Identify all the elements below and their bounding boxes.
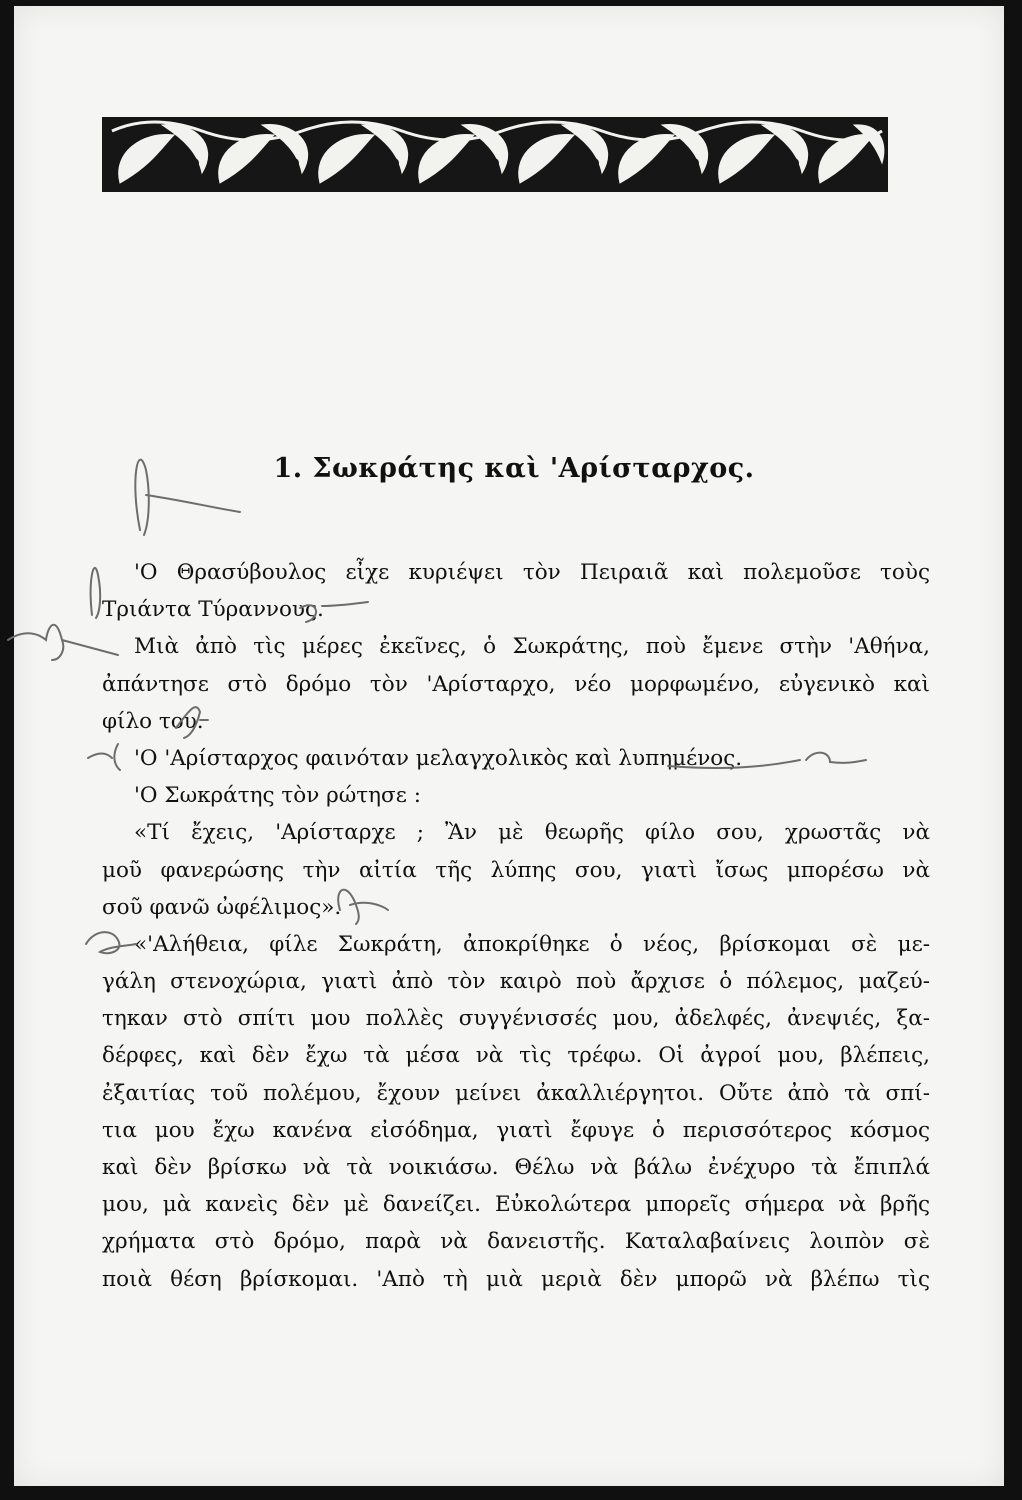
leaf-ornament-banner bbox=[102, 113, 888, 196]
text-line: ποιὰ θέση βρίσκομαι. 'Απὸ τὴ μιὰ μεριὰ δὲν μπορῶ νὰ βλέπω τὶς bbox=[102, 1266, 930, 1292]
text-line: Τριάντα Τύραννους. bbox=[102, 597, 324, 623]
book-page bbox=[14, 6, 1004, 1486]
text-line: μοῦ φανερώσης τὴν αἰτία τῆς λύπης σου, γιατὶ ἴσως μπορέσω νὰ bbox=[102, 857, 930, 883]
text-line: φίλο του. bbox=[102, 708, 204, 734]
text-line: χρήματα στὸ δρόμο, παρὰ νὰ δανειστῆς. Καταλαβαίνεις λοιπὸν σὲ bbox=[102, 1229, 930, 1255]
chapter-heading: 1. Σωκράτης καὶ 'Αρίσταρχος. bbox=[273, 453, 755, 484]
body-text bbox=[102, 554, 930, 1298]
text-line: «'Αλήθεια, φίλε Σωκράτη, ἀποκρίθηκε ὁ νέος, βρίσκομαι σὲ με- bbox=[134, 931, 930, 957]
text-line: καὶ δὲν βρίσκω νὰ τὰ νοικιάσω. Θέλω νὰ βάλω ἐνέχυρο τὰ ἔπιπλά bbox=[102, 1155, 930, 1180]
text-line: 'Ο Σωκράτης τὸν ρώτησε : bbox=[134, 783, 421, 809]
text-line: σοῦ φανῶ ὠφέλιμος». bbox=[102, 894, 342, 920]
text-line: ἀπάντησε στὸ δρόμο τὸν 'Αρίσταρχο, νέο μορφωμένο, εὐγενικὸ καὶ bbox=[102, 671, 930, 697]
text-line: ἐξαιτίας τοῦ πολέμου, ἔχουν μείνει ἀκαλλιέργητοι. Οὔτε ἀπὸ τὰ σπί- bbox=[102, 1080, 930, 1106]
text-line: Μιὰ ἀπὸ τὶς μέρες ἐκεῖνες, ὁ Σωκράτης, ποὺ ἔμενε στὴν 'Αθήνα, bbox=[134, 634, 930, 660]
text-line: μου, μὰ κανεὶς δὲν μὲ δανείζει. Εὐκολώτερα μπορεῖς σήμερα νὰ βρῆς bbox=[102, 1192, 930, 1218]
text-line: τηκαν στὸ σπίτι μου πολλὲς συγγένισσές μου, ἀδελφές, ἀνεψιές, ξα- bbox=[102, 1006, 930, 1032]
text-line: 'Ο Θρασύβουλος εἶχε κυριέψει τὸν Πειραιᾶ καὶ πολεμοῦσε τοὺς bbox=[134, 560, 930, 585]
text-line: γάλη στενοχώρια, γιατὶ ἀπὸ τὸν καιρὸ ποὺ ἄρχισε ὁ πόλεμος, μαζεύ- bbox=[102, 969, 930, 995]
text-line: «Τί ἔχεις, 'Αρίσταρχε ; Ἂν μὲ θεωρῆς φίλο σου, χρωστᾶς νὰ bbox=[134, 820, 930, 846]
text-line: δέρφες, καὶ δὲν ἔχω τὰ μέσα νὰ τὶς τρέφω. Οἱ ἀγροί μου, βλέπεις, bbox=[102, 1043, 930, 1069]
text-line: τια μου ἔχω κανένα εἰσόδημα, γιατὶ ἔφυγε ὁ περισσότερος κόσμος bbox=[102, 1117, 930, 1143]
text-line: 'Ο 'Αρίσταρχος φαινόταν μελαγχολικὸς καὶ λυπημένος. bbox=[134, 745, 743, 771]
